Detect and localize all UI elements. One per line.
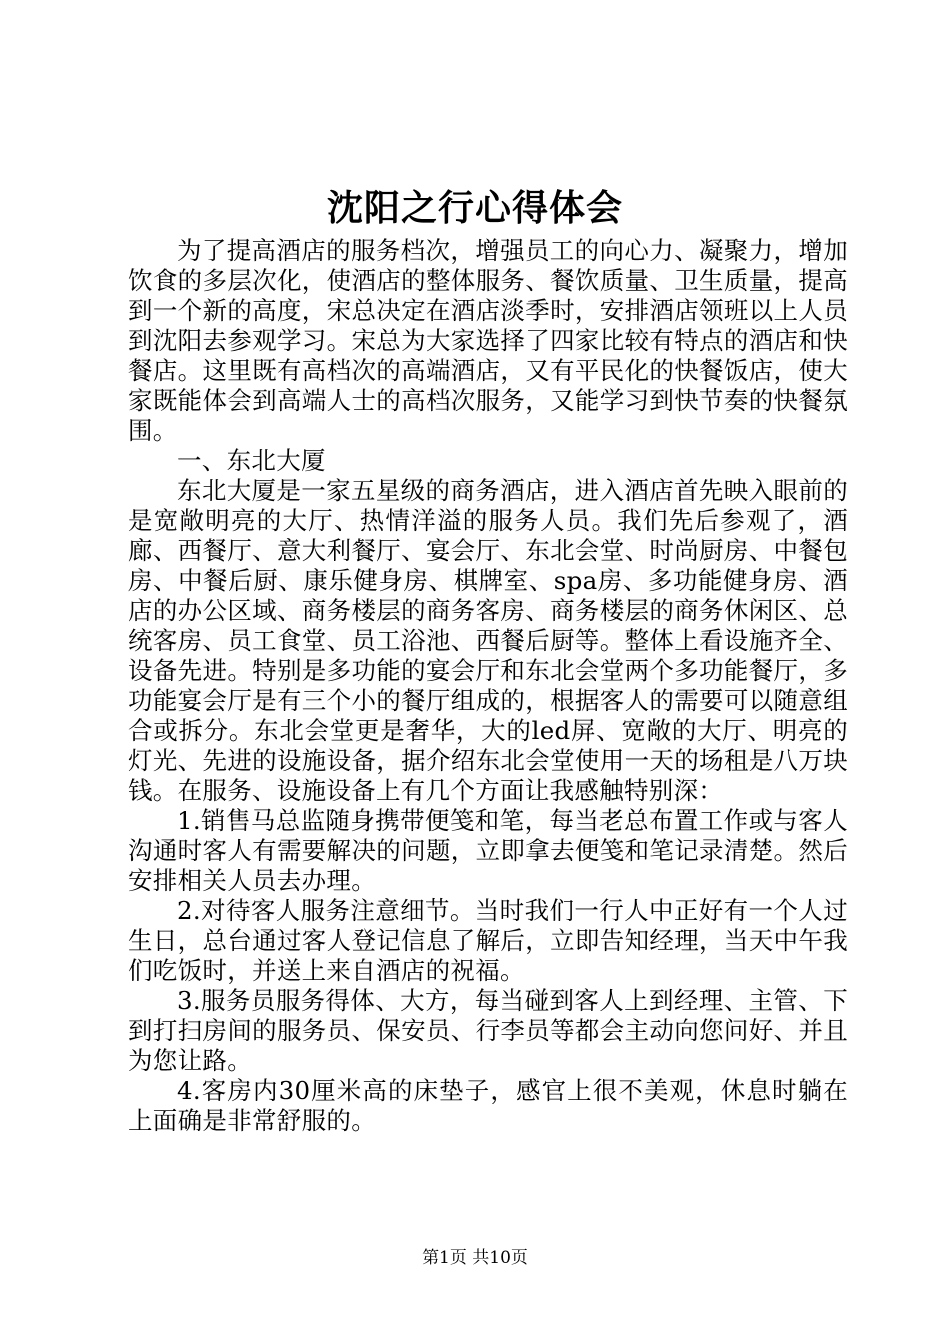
paragraph-intro: 为了提高酒店的服务档次，增强员工的向心力、凝聚力，增加饮食的多层次化，使酒店的整体服务、餐饮质量、卫生质量，提高到一个新的高度，宋总决定在酒店淡季时，安排酒店领班以上人员到沈阳去参观学习。宋总为大家选择了四家比较有特点的酒店和快餐店。这里既有高档次的高端酒店，又有平民化的快餐饭店，使大家既能体会到高端人士的高档次服务，又能学习到快节奏的快餐氛围。 <box>128 236 848 445</box>
list-item-3: 3.服务员服务得体、大方，每当碰到客人上到经理、主管、下到打扫房间的服务员、保安员、行李员等都会主动向您问好、并且为您让路。 <box>128 986 848 1075</box>
document-title: 沈阳之行心得体会 <box>326 187 623 229</box>
list-item-4: 4.客房内30厘米高的床垫子，感官上很不美观，休息时躺在上面确是非常舒服的。 <box>128 1076 848 1135</box>
page-number-footer: 第1页 共10页 <box>422 1248 528 1268</box>
document-body <box>128 236 848 1136</box>
paragraph-section-body: 东北大厦是一家五星级的商务酒店，进入酒店首先映入眼前的是宽敞明亮的大厅、热情洋溢的服务人员。我们先后参观了，酒廊、西餐厅、意大利餐厅、宴会厅、东北会堂、时尚厨房、中餐包房、中餐后厨、康乐健身房、棋牌室、spa房、多功能健身房、酒店的办公区域、商务楼层的商务客房、商务楼层的商务休闲区、总统客房、员工食堂、员工浴池、西餐后厨等。整体上看设施齐全、设备先进。特别是多功能的宴会厅和东北会堂两个多功能餐厅，多功能宴会厅是有三个小的餐厅组成的，根据客人的需要可以随意组合或拆分。东北会堂更是奢华，大的led屏、宽敞的大厅、明亮的灯光、先进的设施设备，据介绍东北会堂使用一天的场租是八万块钱。在服务、设施设备上有几个方面让我感触特别深： <box>128 476 848 805</box>
list-item-2: 2.对待客人服务注意细节。当时我们一行人中正好有一个人过生日，总台通过客人登记信息了解后，立即告知经理，当天中午我们吃饭时，并送上来自酒店的祝福。 <box>128 896 848 985</box>
section-heading: 一、东北大厦 <box>177 446 326 475</box>
list-item-1: 1.销售马总监随身携带便笺和笔，每当老总布置工作或与客人沟通时客人有需要解决的问题，立即拿去便笺和笔记录清楚。然后安排相关人员去办理。 <box>128 806 848 895</box>
